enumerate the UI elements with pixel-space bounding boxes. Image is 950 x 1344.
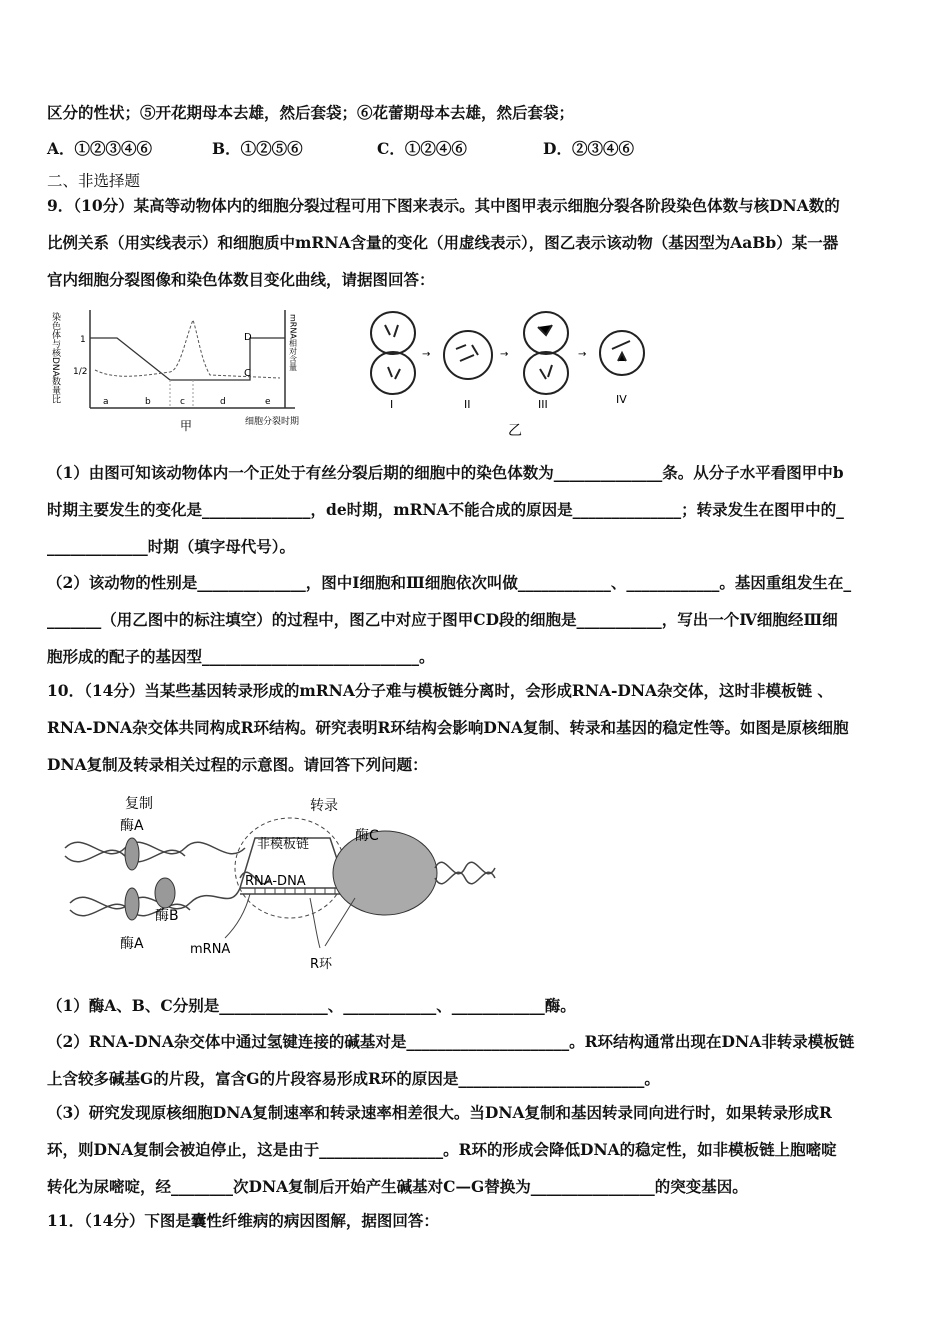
label-enzyme-c: 酶C <box>355 828 379 844</box>
label-r-loop: R环 <box>310 957 333 972</box>
q10-p3-2: 环，则DNA复制会被迫停止，这是由于________________。R环的形成会降低DNA的稳定性，如非模板链上胞嘧啶 <box>47 1140 837 1159</box>
figure-r-loop <box>55 788 505 983</box>
r-loop-outline <box>235 818 345 918</box>
q9-intro-1: 9．（10分）某高等动物体内的细胞分裂过程可用下图来表示。其中图甲表示细胞分裂各阶段染色体数与核DNA数的 <box>47 196 840 215</box>
label-replication: 复制 <box>125 796 153 812</box>
q10-p3-3: 转化为尿嘧啶，经________次DNA复制后开始产生碱基对C—G替换为________________的突变基因。 <box>47 1177 748 1196</box>
label-mrna: mRNA <box>190 942 231 957</box>
q9-p1-1: （1）由图可知该动物体内一个正处于有丝分裂后期的细胞中的染色体数为______________条。从分子水平看图甲中b <box>47 463 844 482</box>
jia-phase-d: d <box>220 397 226 407</box>
cell-label-iii: III <box>538 398 548 411</box>
jia-phase-c: c <box>180 397 185 407</box>
q9-p1-3: _____________时期（填字母代号）。 <box>47 537 296 556</box>
label-enzyme-b: 酶B <box>155 908 179 924</box>
yi-caption: 乙 <box>508 423 522 439</box>
jia-x-label: 细胞分裂时期 <box>245 417 300 427</box>
figure-jia <box>45 300 315 440</box>
cell-ii <box>444 331 492 379</box>
enzyme-c <box>333 831 437 915</box>
arrow-2-icon: → <box>500 349 509 360</box>
q10-p2-1: （2）RNA-DNA杂交体中通过氢键连接的碱基对是_____________________。R环结构通常出现在DNA非转录模板链 <box>47 1032 855 1051</box>
cell-label-ii: II <box>464 398 471 411</box>
q8-line-tail: 区分的性状；⑤开花期母本去雄，然后套袋；⑥花蕾期母本去雄，然后套袋； <box>47 103 575 122</box>
q8-option-b: B．①②⑤⑥ <box>212 139 303 158</box>
enzyme-a-top <box>125 838 139 870</box>
jia-phase-b: b <box>145 397 151 407</box>
q8-option-d: D．②③④⑥ <box>543 139 634 158</box>
q10-intro-2: RNA-DNA杂交体共同构成R环结构。研究表明R环结构会影响DNA复制、转录和基因的稳定性等。如图是原核细胞 <box>47 718 849 737</box>
jia-point-d: D <box>244 332 252 343</box>
q10-p3-1: （3）研究发现原核细胞DNA复制速率和转录速率相差很大。当DNA复制和基因转录同向进行时，如果转录形成R <box>47 1103 832 1122</box>
q10-intro-3: DNA复制及转录相关过程的示意图。请回答下列问题： <box>47 755 428 774</box>
figure-yi <box>360 305 660 445</box>
q9-intro-2: 比例关系（用实线表示）和细胞质中mRNA含量的变化（用虚线表示），图乙表示该动物（基因型为AaBb）某一器 <box>47 233 839 252</box>
cell-iv <box>600 331 644 375</box>
q9-p2-1: （2）该动物的性别是______________，图中Ⅰ细胞和Ⅲ细胞依次叫做____________、____________。基因重组发生在_ <box>47 573 852 592</box>
q8-option-a: A．①②③④⑥ <box>47 139 153 158</box>
q10-p2-2: 上含较多碱基G的片段，富含G的片段容易形成R环的原因是________________________。 <box>47 1069 660 1088</box>
q10-intro-1: 10．（14分）当某些基因转录形成的mRNA分子难与模板链分离时，会形成RNA-DNA杂交体，这时非模板链 、 <box>47 681 833 700</box>
cell-i <box>371 312 415 394</box>
enzyme-b <box>155 878 175 908</box>
q11-intro: 11．（14分）下图是囊性纤维病的病因图解，据图回答： <box>47 1211 439 1230</box>
arrow-1-icon: → <box>422 349 431 360</box>
jia-phase-e: e <box>265 397 271 407</box>
jia-y-label: 染色体与核DNA数量比 <box>50 312 60 404</box>
label-enzyme-a-2: 酶A <box>120 936 144 952</box>
jia-right-label: mRNA相对含量 <box>288 314 298 371</box>
cell-label-i: I <box>390 398 394 411</box>
jia-dashed-line <box>95 320 280 378</box>
section-title: 二、非选择题 <box>47 172 141 190</box>
q9-p2-2: _______（用乙图中的标注填空）的过程中，图乙中对应于图甲CD段的细胞是___________，写出一个Ⅳ细胞经Ⅲ细 <box>47 610 838 629</box>
jia-phase-a: a <box>103 397 109 407</box>
q10-p1: （1）酶A、B、C分别是______________、____________、____________酶。 <box>47 996 576 1015</box>
jia-point-c: C <box>244 368 251 379</box>
q9-p1-2: 时期主要发生的变化是______________，de时期，mRNA不能合成的原因是______________；转录发生在图甲中的_ <box>47 500 844 519</box>
label-enzyme-a: 酶A <box>120 818 144 834</box>
jia-caption: 甲 <box>180 419 193 433</box>
jia-tick-half: 1/2 <box>73 367 88 377</box>
label-transcription: 转录 <box>310 798 338 814</box>
jia-solid-line <box>90 338 285 380</box>
enzyme-a-bottom <box>125 888 139 920</box>
cell-label-iv: IV <box>616 393 627 406</box>
label-nontemplate: 非模板链 <box>257 837 310 852</box>
arrow-3-icon: → <box>578 349 587 360</box>
label-rna-dna: RNA-DNA <box>245 874 306 889</box>
q9-intro-3: 官内细胞分裂图像和染色体数目变化曲线，请据图回答： <box>47 270 435 289</box>
q9-p2-3: 胞形成的配子的基因型____________________________。 <box>47 647 435 666</box>
cell-iii <box>524 312 568 394</box>
jia-tick-1: 1 <box>80 335 86 345</box>
q8-option-c: C．①②④⑥ <box>377 139 467 158</box>
